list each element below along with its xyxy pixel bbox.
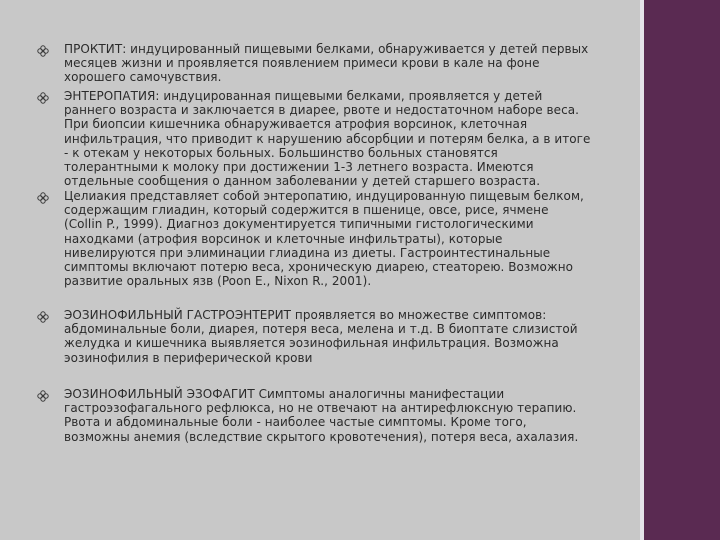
bullet-text: Целиакия представляет собой энтеропатию, индуцированную пищевым белком, содержащим глиадин, который содержится в пшенице, овсе, рисе, ячмене (Collin P., 1999). Диагноз документируется типичными гистологическими находками (атрофия ворсинок и клеточные инфильтраты), которые нивелируются при элиминации глиадина из диеты. Гастроинтестинальные симптомы включают потерю веса, хроническую диарею, стеаторею. Возможно развитие оральных язв (Poon E., Nixon R., 2001). xyxy=(64,189,584,289)
flower-bullet-icon xyxy=(34,389,52,403)
bullet-text: ЭОЗИНОФИЛЬНЫЙ ЭЗОФАГИТ Симптомы аналогичны манифестации гастроэзофагального рефлюкса, но не отвечают на антирефлюксную терапию. Рвота и абдоминальные боли - наиболее частые симптомы. Кроме того, возможны анемия (вследствие скрытого кровотечения), потеря веса, ахалазия. xyxy=(64,387,579,444)
flower-bullet-icon xyxy=(34,310,52,324)
accent-sidebar xyxy=(644,0,720,540)
flower-bullet-icon xyxy=(34,191,52,205)
bullet-text: ПРОКТИТ: индуцированный пищевыми белками, обнаруживается у детей первых месяцев жизни и проявляется появлением примеси крови в кале на фоне хорошего самочувствия. xyxy=(64,42,589,85)
flower-bullet-icon xyxy=(34,44,52,58)
flower-bullet-icon xyxy=(34,91,52,105)
bullet-text: ЭОЗИНОФИЛЬНЫЙ ГАСТРОЭНТЕРИТ проявляется во множестве симптомов: абдоминальные боли, диарея, потеря веса, мелена и т.д. В биоптате слизистой желудка и кишечника выявляется эозинофильная инфильтрация. Возможна эозинофилия в периферической крови xyxy=(64,308,578,365)
bullet-text: ЭНТЕРОПАТИЯ: индуцированная пищевыми белками, проявляется у детей раннего возраста и заключается в диарее, рвоте и недостаточном наборе веса. При биопсии кишечника обнаруживается атрофия ворсинок, клеточная инфильтрация, что приводит к нарушению абсорбции и потерям белка, а в итоге - к отекам у некоторых больных. Большинство больных становятся толерантными к молоку при достижении 1-3 летнего возраста. Имеются отдельные сообщения о данном заболевании у детей старшего возраста. xyxy=(64,89,591,189)
